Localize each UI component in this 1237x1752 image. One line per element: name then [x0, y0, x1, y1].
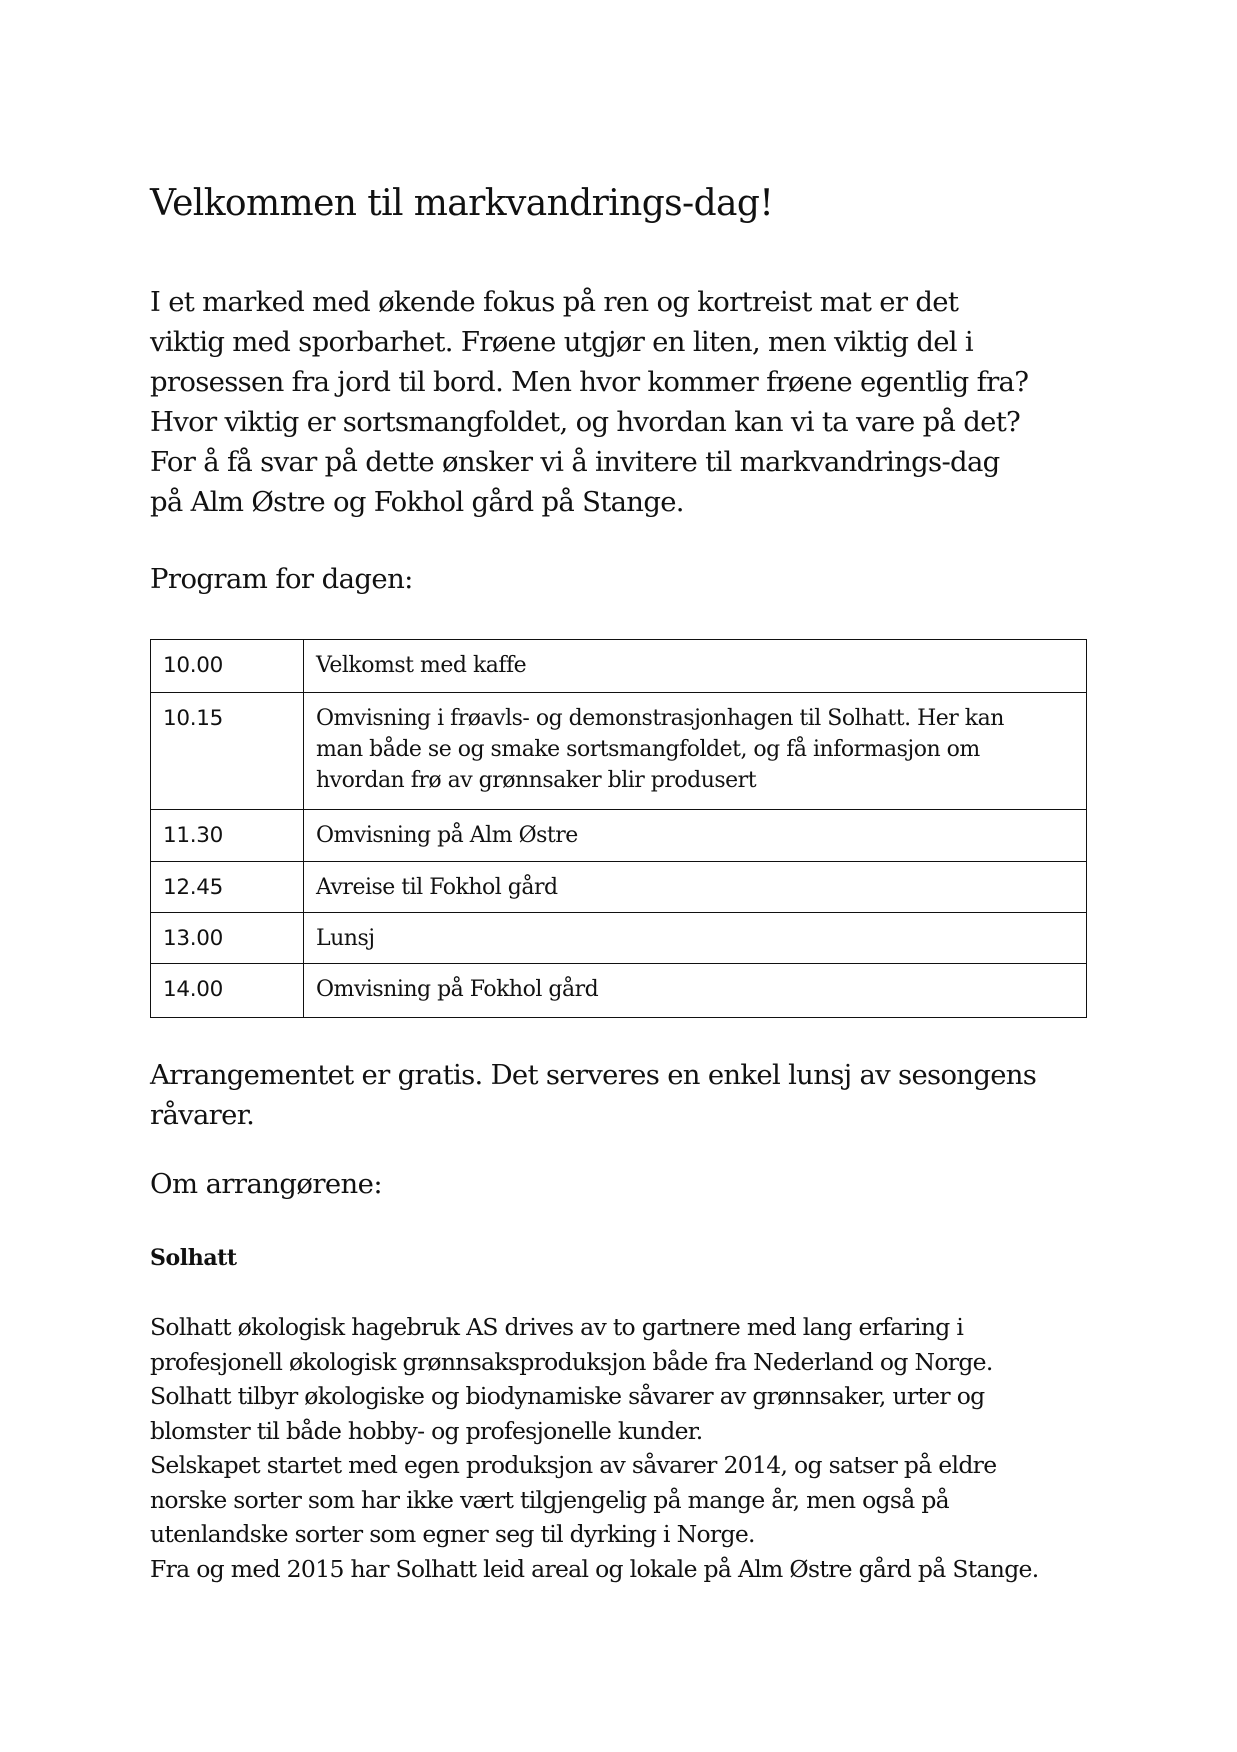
organizer-name: Solhatt [150, 1245, 237, 1271]
time-cell: 12.45 [151, 862, 304, 913]
organizer-description [150, 1310, 1110, 1586]
description-line: utenlandske sorter som egner seg til dyrking i Norge. [150, 1520, 755, 1548]
time-cell: 10.00 [151, 640, 304, 693]
description-line: Solhatt økologisk hagebruk AS drives av to gartnere med lang erfaring i [150, 1313, 964, 1341]
table-row [151, 964, 1087, 1018]
activity-cell [304, 693, 1087, 810]
description-line: profesjonell økologisk grønnsaksproduksjon både fra Nederland og Norge. [150, 1347, 993, 1376]
activity-cell: Velkomst med kaffe [304, 640, 1087, 693]
intro-line: I et marked med økende fokus på ren og kortreist mat er det [150, 286, 959, 318]
intro-line: på Alm Østre og Fokhol gård på Stange. [150, 486, 684, 518]
description-line: Solhatt tilbyr økologiske og biodynamiske såvarer av grønnsaker, urter og [150, 1382, 985, 1410]
description-line: norske sorter som har ikke vært tilgjengelig på mange år, men også på [150, 1485, 949, 1514]
table-row [151, 693, 1087, 810]
activity-cell: Avreise til Fokhol gård [304, 862, 1087, 913]
intro-line: prosessen fra jord til bord. Men hvor kommer frøene egentlig fra? [150, 366, 1029, 398]
info-line: råvarer. [150, 1099, 255, 1131]
intro-line: viktig med sporbarhet. Frøene utgjør en liten, men viktig del i [150, 326, 974, 358]
intro-line: Hvor viktig er sortsmangfoldet, og hvordan kan vi ta vare på det? [150, 406, 1021, 438]
activity-line: Omvisning i frøavls- og demonstrasjonhagen til Solhatt. Her kan [316, 706, 1004, 731]
activity-line: man både se og smake sortsmangfoldet, og få informasjon om [316, 737, 980, 762]
page-title: Velkommen til markvandrings-dag! [150, 183, 774, 224]
activity-cell: Omvisning på Alm Østre [304, 810, 1087, 862]
description-line: blomster til både hobby- og profesjonelle kunder. [150, 1416, 703, 1445]
time-cell: 10.15 [151, 693, 304, 810]
time-cell: 14.00 [151, 964, 304, 1018]
table-row [151, 862, 1087, 913]
program-table [150, 639, 1087, 1018]
activity-line: hvordan frø av grønnsaker blir produsert [316, 768, 757, 793]
table-row [151, 640, 1087, 693]
table-row [151, 810, 1087, 862]
activity-cell: Omvisning på Fokhol gård [304, 964, 1087, 1018]
program-heading: Program for dagen: [150, 563, 413, 595]
time-cell: 11.30 [151, 810, 304, 862]
intro-line: For å få svar på dette ønsker vi å invitere til markvandrings-dag [150, 446, 1000, 478]
intro-paragraph [150, 282, 1110, 522]
info-paragraph [150, 1055, 1110, 1135]
activity-cell: Lunsj [304, 913, 1087, 964]
description-line: Fra og med 2015 har Solhatt leid areal og lokale på Alm Østre gård på Stange. [150, 1554, 1039, 1583]
table-row [151, 913, 1087, 964]
description-line: Selskapet startet med egen produksjon av såvarer 2014, og satser på eldre [150, 1451, 997, 1479]
time-cell: 13.00 [151, 913, 304, 964]
info-line: Arrangementet er gratis. Det serveres en enkel lunsj av sesongens [150, 1059, 1037, 1091]
organizers-heading: Om arrangørene: [150, 1168, 382, 1200]
